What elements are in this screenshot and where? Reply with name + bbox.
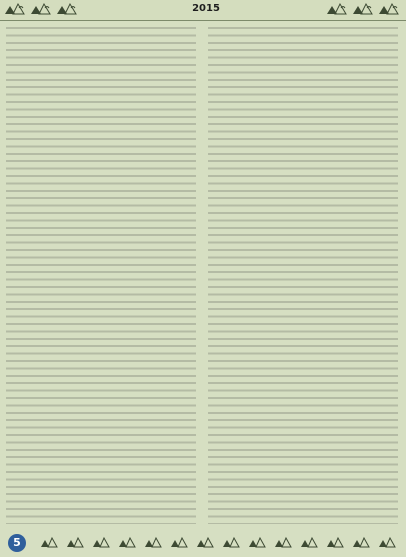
header-title: [96, 2, 316, 16]
bird-mountain-ornament-icon: [378, 535, 398, 549]
bird-mountain-ornament-icon: [352, 2, 376, 16]
bird-mountain-ornament-icon: [196, 535, 216, 549]
bird-mountain-ornament-icon: [326, 535, 346, 549]
header-issue-year: 2015: [192, 3, 220, 14]
page-footer: [0, 530, 406, 557]
bird-mountain-ornament-icon: [30, 2, 54, 16]
bird-mountain-ornament-icon: [170, 535, 190, 549]
bird-mountain-ornament-icon: [300, 535, 320, 549]
bird-mountain-ornament-icon: [222, 535, 242, 549]
page-header: [0, 0, 406, 21]
article-body: [6, 24, 400, 524]
bird-mountain-ornament-icon: [352, 535, 372, 549]
bird-mountain-ornament-icon: [118, 535, 138, 549]
bird-mountain-ornament-icon: [66, 535, 86, 549]
bird-mountain-ornament-icon: [92, 535, 112, 549]
bird-mountain-ornament-icon: [274, 535, 294, 549]
bird-mountain-ornament-icon: [378, 2, 402, 16]
bird-mountain-ornament-icon: [56, 2, 80, 16]
bird-mountain-ornament-icon: [248, 535, 268, 549]
bird-mountain-ornament-icon: [144, 535, 164, 549]
bird-mountain-ornament-icon: [40, 535, 60, 549]
article-column-right: [208, 24, 398, 524]
bird-mountain-ornament-icon: [326, 2, 350, 16]
article-column-left: [6, 24, 196, 524]
bird-mountain-ornament-icon: [4, 2, 28, 16]
page-number: 5: [8, 534, 26, 552]
